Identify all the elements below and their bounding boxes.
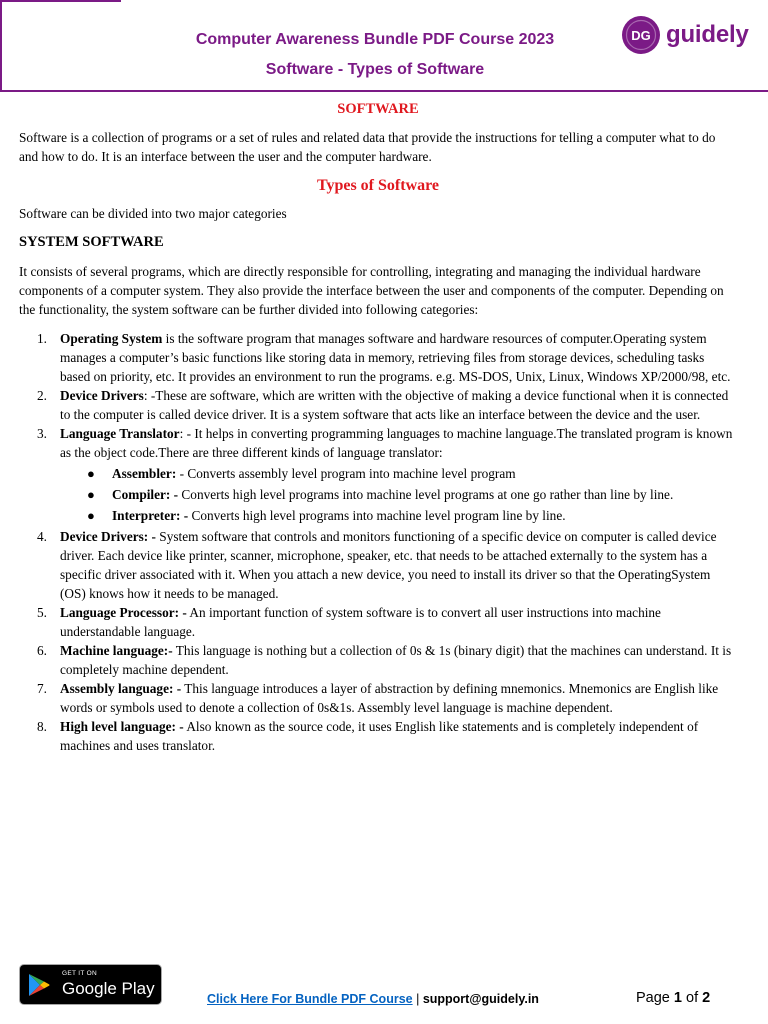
sub-text: - Converts assembly level program into machine level program [176, 466, 516, 481]
list-text: Also known as the source code, it uses English like statements and is completely independent of machines and uses translator. [60, 719, 699, 753]
guidely-logo-icon [621, 15, 661, 55]
list-number: 5. [37, 605, 47, 620]
list-term: Operating System [60, 331, 163, 346]
footer-links [207, 992, 539, 1006]
list-item [19, 679, 737, 717]
list-text: : - It helps in converting programming languages to machine language.The translated program is known as the object code.There are three different kinds of language translator: [60, 426, 733, 460]
google-play-badge[interactable] [19, 964, 162, 1005]
list-term: Device Drivers: - [60, 529, 156, 544]
header-divider [0, 90, 768, 92]
list-term: Language Translator [60, 426, 180, 441]
list-text: An important function of system software is to convert all user instructions into machine understandable language. [60, 605, 661, 639]
sub-term: Compiler: - [112, 487, 179, 502]
translator-types-list [60, 464, 737, 525]
types-intro: Software can be divided into two major categories [19, 206, 287, 221]
page-footer [0, 964, 768, 1024]
page-header [0, 0, 768, 92]
page-number [636, 990, 710, 1006]
bundle-course-link[interactable]: Click Here For Bundle PDF Course [207, 992, 413, 1006]
bullet-icon: ● [87, 508, 95, 523]
list-number: 6. [37, 643, 47, 658]
sub-term: Interpreter: - [112, 508, 189, 523]
badge-caption: GET IT ON [62, 970, 97, 977]
support-email[interactable]: support@guidely.in [422, 992, 539, 1006]
list-term: Assembly language: - [60, 681, 182, 696]
page-prefix: Page [636, 990, 674, 1006]
list-text: This language is nothing but a collection of 0s & 1s (binary digit) that the machines can understand. It is completely machine dependent. [60, 643, 732, 677]
page-current: 1 [673, 990, 682, 1006]
list-number: 3. [37, 426, 47, 441]
list-text: : -These are software, which are written with the objective of making a device functional when it is connected to the computer is called device driver. It is a system software that acts like an interface between the device and the user. [60, 388, 729, 422]
list-term: Machine language:- [60, 643, 173, 658]
list-item [19, 527, 737, 603]
section-heading: SOFTWARE [337, 101, 419, 117]
badge-store-name: Google Play [62, 979, 155, 998]
list-number: 7. [37, 681, 47, 696]
sub-text: Converts high level programs into machine level program line by line. [188, 508, 566, 523]
sub-list-item [60, 485, 737, 504]
document-body [19, 100, 737, 755]
list-term: Device Drivers [60, 388, 144, 403]
sub-text: Converts high level programs into machine level programs at one go rather than line by line. [178, 487, 674, 502]
document-title: Computer Awareness Bundle PDF Course 2023 [195, 31, 555, 48]
page-of: of [681, 990, 703, 1006]
sub-list-item [60, 464, 737, 483]
types-heading: Types of Software [316, 177, 440, 194]
system-software-categories-list [19, 329, 737, 755]
list-item [19, 424, 737, 525]
sub-list-item [60, 506, 737, 525]
header-corner-top-rule [0, 0, 121, 2]
list-item [19, 641, 737, 679]
list-item [19, 603, 737, 641]
system-software-intro: It consists of several programs, which are directly responsible for controlling, integrating and managing the individual hardware components of a computer system. They also provide the interface between the user and components of the computer. Depending on the functionality, the system software can be further divided into following categories: [19, 264, 724, 317]
list-text: This language introduces a layer of abstraction by defining mnemonics. Mnemonics are English like words or symbols used to denote a collection of 0s&1s. Assembly level language is machine dependent. [60, 681, 719, 715]
list-item [19, 386, 737, 424]
page-total: 2 [702, 990, 711, 1006]
list-number: 1. [37, 331, 47, 346]
intro-paragraph: Software is a collection of programs or a set of rules and related data that provide the instructions for telling a computer what to do and how to do. It is an interface between the user and the computer hardware. [19, 130, 716, 164]
list-text: is the software program that manages software and hardware resources of computer.Operating system manages a computer’s basic functions like storing data in memory, retrieving files from storage devices, scheduling tasks based on priority, etc. It provides an environment to run the programs. e.g. MS-DOS, Unix, Linux, Windows XP/2000/98, etc. [60, 331, 731, 384]
footer-separator: | [412, 992, 423, 1006]
bullet-icon: ● [87, 487, 95, 502]
list-term: High level language: - [60, 719, 184, 734]
google-play-icon [28, 973, 50, 997]
system-software-heading: SYSTEM SOFTWARE [19, 234, 164, 250]
sub-term: Assembler: [112, 466, 177, 481]
list-number: 4. [37, 529, 47, 544]
list-number: 2. [37, 388, 47, 403]
svg-text:DG: DG [631, 28, 651, 43]
brand-logo[interactable] [621, 15, 749, 55]
brand-name: guidely [666, 21, 749, 48]
list-item [19, 717, 737, 755]
bullet-icon: ● [87, 466, 95, 481]
list-number: 8. [37, 719, 47, 734]
list-text: System software that controls and monitors functioning of a specific device on computer is called device driver. Each device like printer, scanner, microphone, speaker, etc. that needs to be attached externally to the system has a specific driver associated with it. When you attach a new device, you need to install its driver so that the OperatingSystem (OS) knows how it needs to be managed. [60, 529, 717, 601]
document-subtitle: Software - Types of Software [265, 61, 485, 78]
list-term: Language Processor: - [60, 605, 187, 620]
list-item [19, 329, 737, 386]
